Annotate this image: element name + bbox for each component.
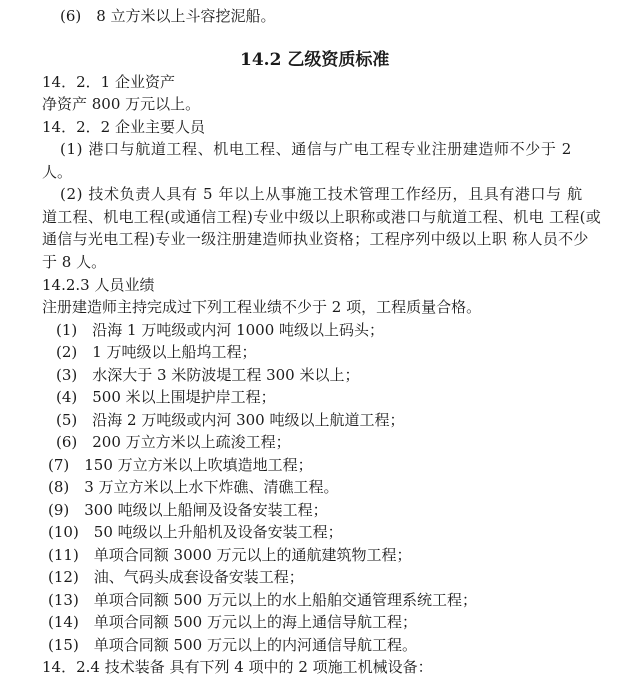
list-item: (7) 150 万立方米以上吹填造地工程；	[48, 456, 313, 474]
text-line: (6) 8 立方米以上斗容挖泥船。	[60, 7, 276, 25]
list-item: (6) 200 万立方米以上疏浚工程；	[56, 433, 291, 451]
subsection-heading: 14.2.3 人员业绩	[42, 276, 155, 294]
text-line: 道工程、机电工程(或通信工程)专业中级以上职称或港口与航道工程、机电 工程(或	[42, 208, 602, 226]
text-line: 人。	[42, 163, 73, 181]
list-item: (4) 500 米以上围堤护岸工程；	[56, 388, 276, 406]
text-line: 通信与光电工程)专业一级注册建造师执业资格；工程序列中级以上职 称人员不少	[42, 230, 589, 248]
list-item: (2) 1 万吨级以上船坞工程；	[56, 343, 257, 361]
list-item: (13) 单项合同额 500 万元以上的水上船舶交通管理系统工程；	[48, 591, 477, 609]
subsection-heading: 14．2．2 企业主要人员	[42, 118, 205, 136]
text-line: (1) 港口与航道工程、机电工程、通信与广电工程专业注册建造师不少于 2	[60, 140, 572, 158]
subsection-heading: 14．2.4 技术装备 具有下列 4 项中的 2 项施工机械设备：	[42, 658, 433, 676]
list-item: (8) 3 万立方米以上水下炸礁、清礁工程。	[48, 478, 339, 496]
list-item: (11) 单项合同额 3000 万元以上的通航建筑物工程；	[48, 546, 412, 564]
section-title: 14.2 乙级资质标准	[240, 50, 390, 70]
list-item: (3) 水深大于 3 米防波堤工程 300 米以上；	[56, 366, 360, 384]
list-item: (1) 沿海 1 万吨级或内河 1000 吨级以上码头；	[56, 321, 385, 339]
list-item: (12) 油、气码头成套设备安装工程；	[48, 568, 304, 586]
text-line: 于 8 人。	[42, 253, 107, 271]
list-item: (9) 300 吨级以上船闸及设备安装工程；	[48, 501, 328, 519]
list-item: (15) 单项合同额 500 万元以上的内河通信导航工程。	[48, 636, 417, 654]
list-item: (5) 沿海 2 万吨级或内河 300 吨级以上航道工程；	[56, 411, 405, 429]
list-item: (14) 单项合同额 500 万元以上的海上通信导航工程；	[48, 613, 417, 631]
text-line: 净资产 800 万元以上。	[42, 95, 201, 113]
list-item: (10) 50 吨级以上升船机及设备安装工程；	[48, 523, 343, 541]
text-line: (2) 技术负责人具有 5 年以上从事施工技术管理工作经历，且具有港口与 航	[60, 185, 583, 203]
text-line: 注册建造师主持完成过下列工程业绩不少于 2 项，工程质量合格。	[42, 298, 482, 316]
subsection-heading: 14．2．1 企业资产	[42, 73, 175, 91]
